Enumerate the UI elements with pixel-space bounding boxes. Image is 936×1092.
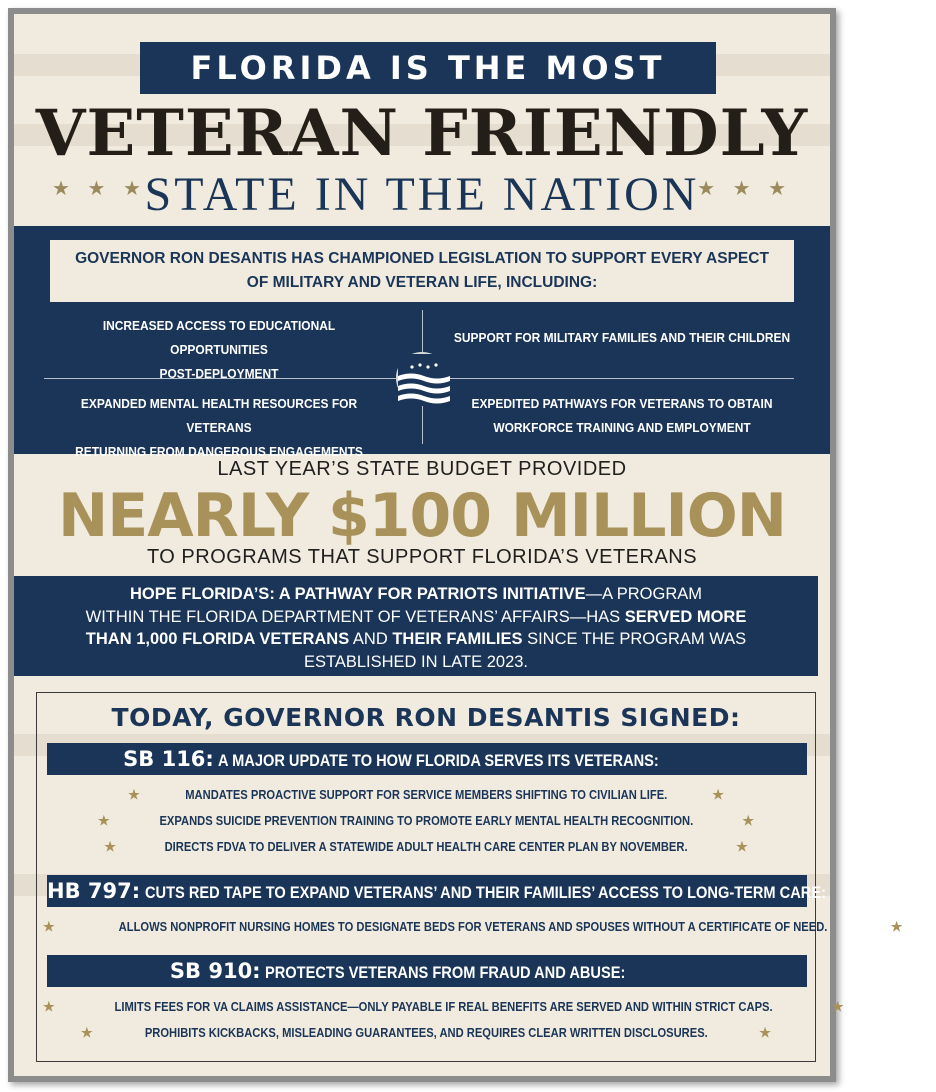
benefit-text: POST-DEPLOYMENT <box>159 366 279 381</box>
star-icon: ★ <box>742 813 754 828</box>
star-icon: ★ <box>81 1025 93 1040</box>
benefit-text: RETURNING FROM DANGEROUS ENGAGEMENTS <box>75 444 363 459</box>
benefit-text: INCREASED ACCESS TO EDUCATIONAL OPPORTUNITIES <box>102 318 336 357</box>
bill-item <box>37 839 815 855</box>
benefit-workforce <box>447 392 797 440</box>
hope-bold-text: THEIR FAMILIES <box>392 630 523 648</box>
hope-bold-text: SERVED MORE <box>624 607 747 626</box>
header-line3: STATE IN THE NATION <box>144 168 700 221</box>
benefit-text: EXPEDITED PATHWAYS FOR VETERANS TO OBTAIN <box>471 396 773 411</box>
benefit-text: WORKFORCE TRAINING AND EMPLOYMENT <box>493 420 751 435</box>
budget-top-line: LAST YEAR’S STATE BUDGET PROVIDED <box>217 458 627 480</box>
benefit-text: SUPPORT FOR MILITARY FAMILIES AND THEIR CHILDREN <box>453 330 791 345</box>
benefit-text: EXPANDED MENTAL HEALTH RESOURCES FOR VETERANS <box>80 396 358 435</box>
bill-description: A MAJOR UPDATE TO HOW FLORIDA SERVES ITS VETERANS: <box>218 751 660 770</box>
star-icon: ★ <box>890 919 903 934</box>
decorative-stars-right: ★ ★ ★ <box>697 178 792 200</box>
bill-id: SB 116: <box>123 747 214 771</box>
bill-item-text: PROHIBITS KICKBACKS, MISLEADING GUARANTEES, AND REQUIRES CLEAR WRITTEN DISCLOSURES. <box>144 1025 708 1040</box>
bill-item <box>37 1025 815 1041</box>
bill-item-text: EXPANDS SUICIDE PREVENTION TRAINING TO PROMOTE EARLY MENTAL HEALTH RECOGNITION. <box>159 813 693 828</box>
bill-description: CUTS RED TAPE TO EXPAND VETERANS’ AND THEIR FAMILIES’ ACCESS TO LONG-TERM CARE: <box>144 883 826 902</box>
signed-bills-section <box>36 692 903 1062</box>
bill-sb910-header <box>47 955 807 987</box>
hope-text: AND <box>349 630 393 648</box>
star-icon: ★ <box>831 999 844 1014</box>
hope-line1 <box>14 583 818 606</box>
hope-line2 <box>14 606 818 629</box>
benefit-families <box>447 326 797 350</box>
intro-line2: OF MILITARY AND VETERAN LIFE, INCLUDING: <box>246 274 598 291</box>
infographic-frame <box>8 8 903 1082</box>
intro-line1: GOVERNOR RON DESANTIS HAS CHAMPIONED LEGISLATION TO SUPPORT EVERY ASPECT <box>75 250 769 267</box>
bill-item <box>37 787 815 803</box>
bill-hb797-header <box>47 875 826 907</box>
bill-item-text: DIRECTS FDVA TO DELIVER A STATEWIDE ADULT HEALTH CARE CENTER PLAN BY NOVEMBER. <box>164 839 688 854</box>
hope-line3 <box>14 628 818 651</box>
bill-item-text: ALLOWS NONPROFIT NURSING HOMES TO DESIGNATE BEDS FOR VETERANS AND SPOUSES WITHOUT A CERTIFICATE OF NEED. <box>118 919 828 934</box>
hope-bold-text: THAN 1,000 FLORIDA VETERANS <box>85 630 350 648</box>
benefit-education <box>58 314 380 386</box>
header-line1: FLORIDA IS THE MOST <box>190 49 666 87</box>
star-icon: ★ <box>759 1025 771 1040</box>
bill-item-text: MANDATES PROACTIVE SUPPORT FOR SERVICE MEMBERS SHIFTING TO CIVILIAN LIFE. <box>184 787 668 802</box>
benefit-mental-health <box>58 392 380 464</box>
bill-item-text: LIMITS FEES FOR VA CLAIMS ASSISTANCE—ONLY PAYABLE IF REAL BENEFITS ARE SERVED AND WITHIN STRICT CAPS. <box>114 999 773 1014</box>
star-icon: ★ <box>128 787 140 802</box>
budget-amount: NEARLY $100 MILLION <box>58 481 786 551</box>
bill-description: PROTECTS VETERANS FROM FRAUD AND ABUSE: <box>265 963 626 982</box>
star-icon: ★ <box>43 919 55 934</box>
bill-item <box>37 999 844 1015</box>
star-icon: ★ <box>98 813 110 828</box>
bill-sb116-header <box>47 743 807 775</box>
header-line2: VETERAN FRIENDLY <box>35 96 809 171</box>
hope-line4: ESTABLISHED IN LATE 2023. <box>303 652 529 671</box>
star-icon: ★ <box>43 999 55 1014</box>
legislation-panel <box>14 226 830 459</box>
decorative-stars-left: ★ ★ ★ <box>52 178 147 200</box>
header-banner <box>140 42 716 94</box>
hope-bold-text: HOPE FLORIDA’S: A PATHWAY FOR PATRIOTS INITIATIVE <box>129 585 586 603</box>
bill-item <box>37 919 903 935</box>
bill-id: HB 797: <box>47 879 141 903</box>
hope-florida-panel <box>14 576 818 676</box>
bill-id: SB 910: <box>169 959 261 983</box>
bill-item <box>37 813 815 829</box>
budget-bottom-line: TO PROGRAMS THAT SUPPORT FLORIDA’S VETERANS <box>146 546 698 568</box>
star-icon: ★ <box>736 839 748 854</box>
flag-seal-icon <box>396 352 448 404</box>
hope-text: SINCE THE PROGRAM WAS <box>522 630 747 648</box>
hope-text: WITHIN THE FLORIDA DEPARTMENT OF VETERANS’ AFFAIRS—HAS <box>85 607 625 626</box>
star-icon: ★ <box>104 839 116 854</box>
hope-text: —A PROGRAM <box>585 585 703 603</box>
signed-title: TODAY, GOVERNOR RON DESANTIS SIGNED: <box>111 703 741 732</box>
star-icon: ★ <box>712 787 724 802</box>
intro-box <box>50 240 794 302</box>
